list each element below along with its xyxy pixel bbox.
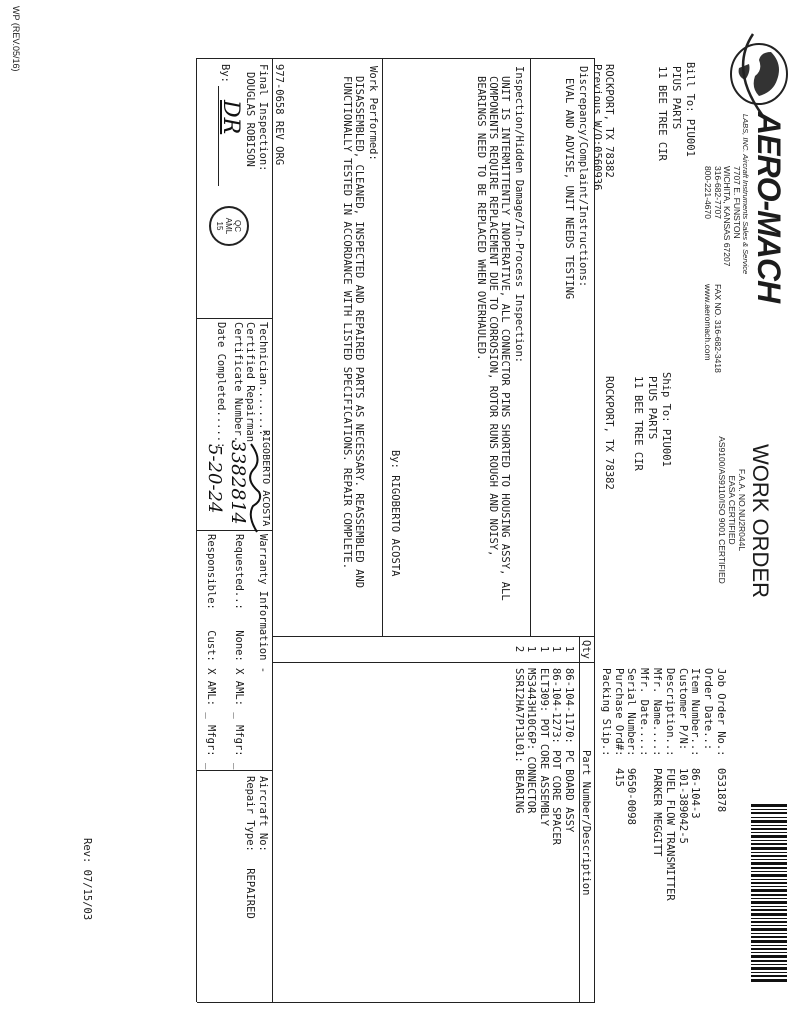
- job-info-label: Serial Number:: [625, 668, 638, 757]
- inspection-line: BEARINGS NEED TO BE REPLACED WHEN OVERHAULED.: [475, 76, 487, 361]
- part-qty: 1: [550, 645, 563, 653]
- qc-stamp: [209, 206, 249, 246]
- inspector-initials: DR: [218, 100, 243, 135]
- part-description-header: Part Number/Description: [580, 750, 592, 896]
- qc-stamp-top: QC: [233, 220, 242, 232]
- part-qty: 2: [513, 645, 525, 653]
- ship-to-code: PIU001: [660, 428, 672, 467]
- company-phone: 316-682-7707: [713, 166, 723, 219]
- bill-to-street: 11 BEE TREE CIR: [656, 66, 668, 161]
- bill-to-label: Bill To:: [684, 62, 696, 113]
- box-top-line: [594, 58, 595, 1002]
- packing-slip: [599, 768, 612, 901]
- repair-type-row: [244, 776, 256, 919]
- part-qty: 1: [538, 645, 550, 653]
- box-right-line: [197, 1002, 595, 1003]
- mfr-date: [637, 768, 650, 901]
- serial-number: 9650-0098: [625, 768, 638, 825]
- mfr-name: PARKER MEGGITT: [651, 768, 664, 857]
- requested-value: None: X AML: _ Mfgr: _: [233, 630, 245, 770]
- barcode-icon: [751, 804, 787, 984]
- item-number: 86-104-3: [689, 768, 702, 819]
- work-performed-title: Work Performed:: [367, 66, 379, 161]
- inspection-line: COMPONENTS REQUIRE REPLACEMENT DUE TO CORROSION, ROTOR RUNS ROUGH AND NOISY,: [487, 76, 499, 557]
- box-left-line: [197, 58, 595, 59]
- technician-name: RIGOBERTO ACOSTA: [260, 430, 271, 527]
- company-city: WICHITA, KANSAS 67207: [722, 166, 733, 267]
- divider-parts-column: [273, 636, 595, 637]
- divider-qty-column: [273, 662, 595, 663]
- ship-to-name: PIUS PARTS: [646, 376, 658, 440]
- inspection-title: Inspection/Hidden Damage/In-Process Inspection:: [513, 66, 525, 364]
- part-description: SSRI2HA7P13L01: BEARING: [513, 668, 525, 814]
- work-performed-line: DISASSEMBLED, CLEANED, INSPECTED AND REPAIRED PARTS AS NECESSARY. REASSEMBLED AND: [353, 76, 365, 589]
- part-qty: 1: [525, 645, 538, 653]
- bill-to-city: ROCKPORT, TX 78382: [603, 64, 615, 178]
- company-fax: FAX NO. 316-682-3418: [713, 284, 723, 373]
- date-completed-label: Date Completed.....:: [215, 322, 228, 449]
- responsible-row: [205, 534, 217, 769]
- certificate-number-label: Certificate Number.:: [232, 322, 244, 449]
- order-reference: 977-0658 REV ORG: [273, 64, 285, 166]
- company-address: 7707 E. FUNSTON: [732, 166, 742, 239]
- responsible-label: Responsible:: [205, 534, 217, 610]
- part-description: MS3443H10C6P: CONNECTOR: [525, 668, 538, 814]
- work-performed-text: [341, 76, 365, 588]
- company-web: www.aeromach.com: [703, 284, 713, 361]
- qty-header: Qty: [580, 640, 592, 659]
- page-title: WORK ORDER: [748, 444, 773, 598]
- job-info-label: Mfr. Date....:: [638, 668, 651, 757]
- form-identifier: WP (REV.05/16): [11, 6, 21, 72]
- technician-label: Technician.......:: [257, 322, 269, 436]
- inspection-text: [475, 76, 511, 601]
- certificate-number: 3382814: [227, 440, 249, 525]
- job-info-values: [599, 768, 727, 901]
- part-description: ELT309: POT CORE ASSEMBLY: [538, 668, 550, 827]
- job-info-label: Packing Slip.:: [599, 668, 612, 757]
- job-order-number: 0531878: [715, 768, 727, 813]
- final-inspection-label: Final Inspection:: [257, 64, 269, 172]
- bill-to-name: PIUS PARTS: [670, 66, 682, 130]
- part-description: 86-104-1273: POT CORE SPACER: [550, 668, 563, 846]
- previous-work-order: Previous W/O:0560936: [591, 64, 603, 191]
- company-address-block: [703, 166, 741, 266]
- globe-logo-icon: [723, 30, 793, 120]
- customer-pn: 101-389042-5: [676, 768, 689, 844]
- date-completed: 5-20-24: [204, 444, 225, 514]
- bill-to-code: PIU001: [684, 118, 696, 157]
- parts-qty-column: [513, 642, 576, 656]
- job-info-label: Description..:: [663, 668, 676, 757]
- faa-number: F.A.A. NO.NU2R044L: [737, 468, 747, 552]
- job-info-label: Job Order No.:: [715, 668, 727, 757]
- final-inspector-name: DOUGLAS ROBISON: [244, 72, 256, 167]
- certified-repairman-label: Certified Repairman: [244, 322, 257, 443]
- company-logo-text: AERO-MACH: [751, 112, 787, 303]
- ship-to-block: [631, 372, 673, 471]
- job-info-label: Item Number..:: [689, 668, 702, 757]
- aircraft-number-label: Aircraft No:: [257, 776, 269, 852]
- job-info-label: Order Date..:: [702, 668, 715, 751]
- inspection-line: UNIT IS INTERMITTENTLY INOPERATIVE, ALL CONNECTOR PINS SHORTED TO HOUSING ASSY, ALL: [499, 76, 511, 601]
- ship-to-label: Ship To:: [660, 372, 672, 423]
- requested-label: Requested..:: [233, 534, 245, 610]
- as-cert: AS9100/AS9110/ISO 9001 CERTIFIED: [717, 436, 727, 584]
- easa-cert: EASA CERTIFIED: [727, 475, 737, 545]
- work-performed-line: FUNCTIONALLY TESTED IN ACCORDANCE WITH LISTED SPECIFICATIONS. REPAIR COMPLETE.: [341, 76, 353, 570]
- company-phone2: 800-221-4670: [703, 166, 714, 219]
- repair-type-label: Repair Type:: [244, 776, 256, 852]
- description: FUEL FLOW TRANSMITTER: [663, 768, 676, 901]
- warranty-label: Warranty Information -: [257, 534, 269, 674]
- purchase-order: 415: [612, 768, 625, 787]
- inspection-by: By: RIGOBERTO ACOSTA: [389, 450, 401, 577]
- certifications-block: [717, 410, 747, 610]
- qc-stamp-number: 15: [215, 221, 224, 231]
- revision-date: Rev: 07/15/03: [81, 838, 93, 921]
- divider-footer-1: [197, 318, 273, 319]
- part-qty: 1: [563, 645, 575, 653]
- ship-to-street: 11 BEE TREE CIR: [632, 376, 644, 471]
- job-info-label: Customer P/N:: [676, 668, 689, 751]
- company-contact-block: [703, 284, 723, 373]
- divider-footer-3: [197, 770, 273, 771]
- job-info-label: Purchase Ord#:: [612, 668, 625, 757]
- divider-discrepancy: [530, 58, 531, 636]
- bill-to-block: [655, 62, 697, 161]
- discrepancy-text: EVAL AND ADVISE, UNIT NEEDS TESTING: [563, 78, 575, 300]
- order-date: [701, 768, 714, 901]
- qc-stamp-mid: AML: [224, 217, 233, 235]
- part-description: 86-104-1170: PC BOARD ASSY: [563, 668, 575, 833]
- job-info-label: Mfr. Name....:: [651, 668, 664, 757]
- barcode: [751, 804, 787, 984]
- divider-inspection: [382, 58, 383, 636]
- requested-row: [233, 534, 245, 769]
- company-subtitle: LABS, INC. Aircraft Instruments Sales & Service: [741, 114, 750, 275]
- ship-to-city: ROCKPORT, TX 78382: [603, 376, 615, 490]
- final-by-label: By:: [219, 64, 231, 83]
- repair-type-value: REPAIRED: [244, 868, 256, 919]
- parts-desc-column: [513, 668, 576, 845]
- job-info-labels: [599, 668, 727, 757]
- responsible-value: Cust: X AML: _ Mfgr: _: [205, 630, 217, 770]
- discrepancy-title: Discrepancy/Complaint/Instructions:: [577, 66, 589, 288]
